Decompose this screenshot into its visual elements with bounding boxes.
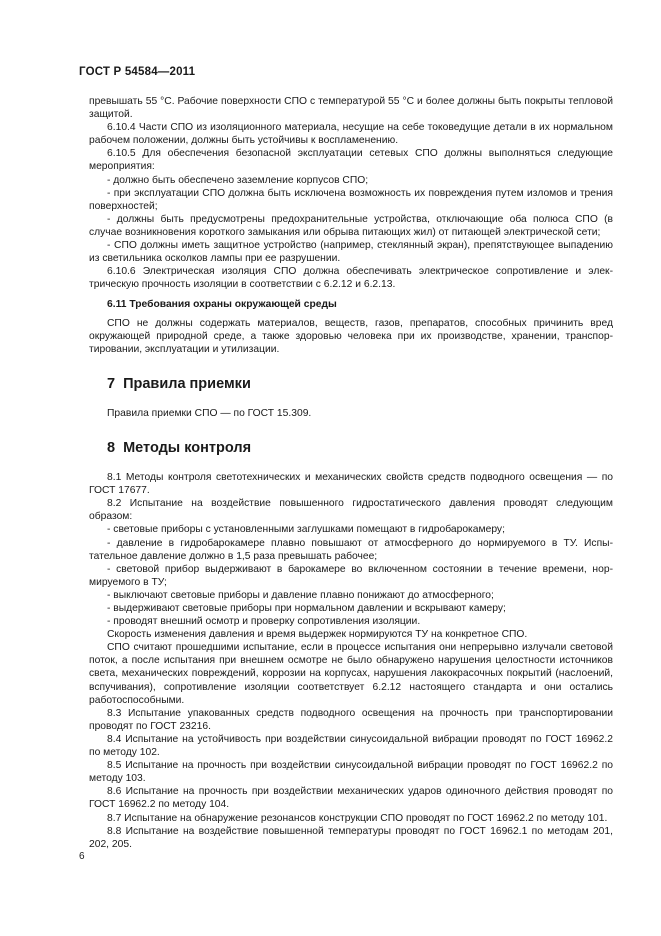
section-title: Методы контроля <box>123 439 252 456</box>
section-number: 8 <box>107 439 116 456</box>
clause-8-5: 8.5 Испытание на прочность при воздействии синусоидальной вибрации проводят по ГОСТ 16962.2 по методу 103. <box>89 760 613 785</box>
subsection-heading-6-11: 6.11 Требования охраны окружающей среды <box>107 299 337 311</box>
clause-6-10-5: 6.10.5 Для обеспечения безопасной эксплуатации сетевых СПО должны выполняться следующие мероприятия: <box>89 148 613 173</box>
list-item: - давление в гидробарокамере плавно повышают от атмосферного до нормируемого в ТУ. Испытательное давление должно в 1,5 раза превышать рабочее; <box>89 537 613 562</box>
clause-8-8: 8.8 Испытание на воздействие повышенной температуры проводят по ГОСТ 16962.1 по методам 201, 202, 205. <box>89 825 613 850</box>
list-item: - должно быть обеспечено заземление корпусов СПО; <box>107 174 369 186</box>
document-header: ГОСТ Р 54584—2011 <box>79 66 196 78</box>
clause-8-3: 8.3 Испытание упакованных средств подводного освещения на прочность при транспортировании проводят по ГОСТ 23216. <box>89 707 613 732</box>
paragraph: СПО не должны содержать материалов, веществ, газов, препаратов, способных причинить вред окружающей природной среде, а также здоровью человека при их производстве, хранении, транспортировании, эксплуатации и утилизации. <box>89 317 613 355</box>
list-item: - при эксплуатации СПО должна быть исключена возможность их повреждения путем изломов и трения поверхностей; <box>89 187 613 212</box>
clause-8-1: 8.1 Методы контроля светотехнических и механических свойств средств подводного освещения — по ГОСТ 17677. <box>89 472 613 497</box>
list-item: - СПО должны иметь защитное устройство (например, стеклянный экран), препятствующее выпадению из светильника осколков лампы при ее разрушении. <box>89 240 613 265</box>
page-number: 6 <box>79 851 85 862</box>
list-item: - световые приборы с установленными заглушками помещают в гидробарокамеру; <box>107 524 505 536</box>
paragraph: СПО считают прошедшими испытание, если в процессе испытания они непрерывно излучали световой поток, а после испытания при внешнем осмотре не было обнаружено нарушения целостности источников света, механических повреждений, коррозии на корпусах, нарушения лакокрасочных покрытий (наслоений, вспучивания), сопротивление изоляции соответствует 6.2.12 настоящего стандарта и они остались работоспособными. <box>89 642 613 706</box>
paragraph: Правила приемки СПО — по ГОСТ 15.309. <box>107 407 312 419</box>
clause-8-2: 8.2 Испытание на воздействие повышенного гидростатического давления проводят следующим образом: <box>89 498 613 523</box>
section-heading-8 <box>89 439 613 456</box>
clause-6-10-6: 6.10.6 Электрическая изоляция СПО должна обеспечивать электрическое сопротивление и электрическую прочность изоляции в соответствии с 6.2.12 и 6.2.13. <box>89 266 613 291</box>
list-item: - проводят внешний осмотр и проверку сопротивления изоляции. <box>107 616 421 628</box>
list-item: - должны быть предусмотрены предохранительные устройства, отключающие оба полюса СПО (в случае возникновения короткого замыкания или обрыва питающих жил) от питающей электрической сети; <box>89 213 613 238</box>
clause-8-6: 8.6 Испытание на прочность при воздействии механических ударов одиночного действия проводят по ГОСТ 16962.2 по методу 104. <box>89 786 613 811</box>
section-title: Правила приемки <box>123 375 251 392</box>
paragraph: Скорость изменения давления и время выдержек нормируются ТУ на конкретное СПО. <box>107 629 528 641</box>
paragraph: превышать 55 °С. Рабочие поверхности СПО с температурой 55 °С и более должны быть покрыты тепловой защитой. <box>89 96 613 121</box>
list-item: - выключают световые приборы и давление плавно понижают до атмосферного; <box>107 589 494 601</box>
clause-8-4: 8.4 Испытание на устойчивость при воздействии синусоидальной вибрации проводят по ГОСТ 16962.2 по методу 102. <box>89 733 613 759</box>
section-number: 7 <box>107 375 116 392</box>
document-body <box>89 95 613 851</box>
list-item: - выдерживают световые приборы при нормальном давлении и вскрывают камеру; <box>107 603 506 614</box>
clause-8-7: 8.7 Испытание на обнаружение резонансов конструкции СПО проводят по ГОСТ 16962.2 по методу 101. <box>107 812 608 824</box>
section-heading-7 <box>89 375 613 392</box>
clause-6-10-4: 6.10.4 Части СПО из изоляционного материала, несущие на себе токоведущие детали в их нормальном рабочем положении, должны быть устойчивы к воспламенению. <box>89 122 613 147</box>
list-item: - световой прибор выдерживают в барокамере во включенном состоянии в течение времени, нормируемого в ТУ; <box>89 563 613 588</box>
